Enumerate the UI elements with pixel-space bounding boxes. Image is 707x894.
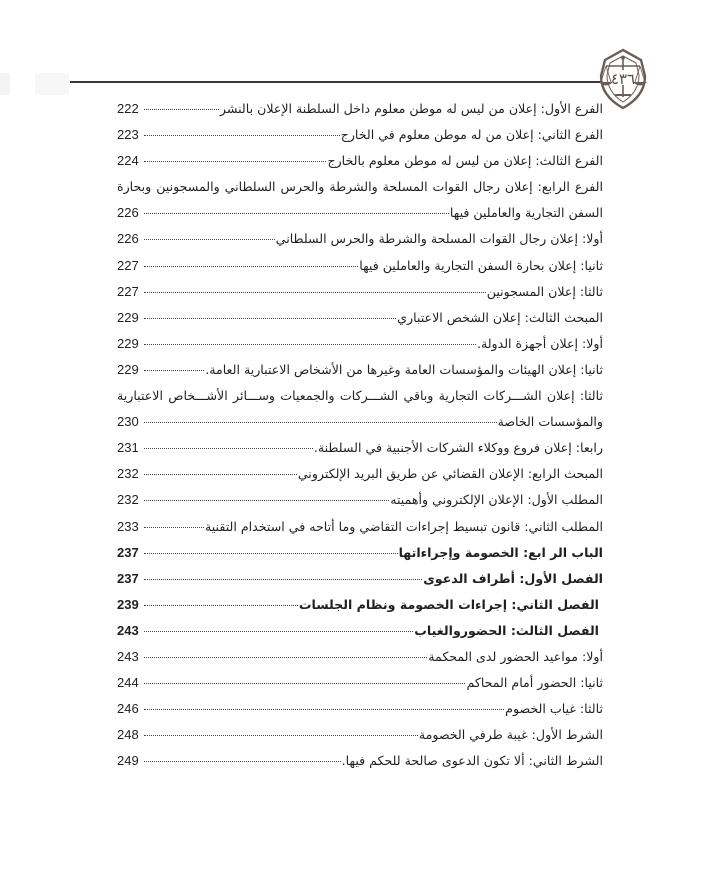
dot-leader	[144, 500, 389, 501]
dot-leader	[144, 109, 219, 110]
toc-entry-page: 249	[117, 753, 139, 769]
toc-entry-chapter[interactable]	[117, 566, 603, 592]
toc-entry-page: 222	[117, 101, 139, 116]
toc-entry-page: 246	[117, 701, 139, 717]
toc-entry[interactable]	[117, 644, 603, 670]
toc-entry[interactable]	[117, 148, 603, 174]
dot-leader	[144, 709, 504, 710]
dot-leader	[144, 735, 418, 736]
toc-entry[interactable]	[117, 435, 603, 461]
page-number: ٤٣٦	[610, 70, 636, 88]
toc-entry-title: الفصل الثالث: الحضوروالغياب	[414, 622, 599, 638]
toc-entry-page: 229	[117, 361, 139, 377]
toc-entry-title: المطلب الأول: الإعلان الإلكتروني وأهميته	[390, 492, 603, 508]
toc-entry-title: والمؤسسات الخاصة	[497, 414, 603, 430]
dot-leader	[144, 683, 465, 684]
toc-entry[interactable]	[117, 461, 603, 487]
dot-leader	[144, 474, 297, 475]
toc-entry[interactable]	[117, 96, 603, 122]
toc-entry-page: 244	[117, 675, 139, 691]
toc-entry[interactable]	[117, 331, 603, 357]
toc-entry[interactable]	[117, 357, 603, 383]
toc-entry-title: الفرع الثالث: إعلان من ليس له موطن معلوم بالخارج	[327, 153, 603, 169]
toc-entry[interactable]	[117, 722, 603, 748]
toc-entry-page: 227	[117, 257, 139, 273]
toc-entry-page: 229	[117, 309, 139, 325]
toc-entry-title: ثانيا: الحضور أمام المحاكم	[466, 675, 603, 691]
toc-entry[interactable]	[117, 305, 603, 331]
toc-entry-chapter[interactable]	[117, 618, 603, 644]
dot-leader	[144, 553, 398, 554]
toc-entry[interactable]	[117, 226, 603, 252]
toc-entry[interactable]	[117, 670, 603, 696]
toc-entry-page: 232	[117, 492, 139, 508]
header-rule	[70, 81, 610, 83]
toc-entry-title: الفرع الأول: إعلان من ليس له موطن معلوم داخل السلطنة الإعلان بالنشر	[219, 101, 603, 116]
dot-leader	[144, 527, 204, 528]
toc-entry[interactable]	[117, 748, 603, 774]
toc-entry-title: المبحث الرابع: الإعلان القضائي عن طريق البريد الإلكتروني	[297, 466, 603, 482]
toc-entry-title: المطلب الثاني: قانون تبسيط إجراءات التقاضي وما أتاحه في استخدام التقنية	[205, 518, 603, 534]
toc-entry-page: 232	[117, 466, 139, 482]
toc-entry-title: المبحث الثالث: إعلان الشخص الاعتباري	[397, 309, 603, 325]
toc-entry-title: ثانيا: إعلان الهيئات والمؤسسات العامة وغيرها من الأشخاص الاعتبارية العامة.	[205, 361, 603, 377]
toc-entry-title: ثالثا: إعلان المسجونين	[486, 283, 603, 299]
dot-leader	[144, 370, 204, 371]
toc-entry-title-line1[interactable]: الفرع الرابع: إعلان رجال القوات المسلحة والشرطة والحرس السلطاني والمسجونين وبحارة	[117, 179, 603, 195]
toc-entry-title: الفصل الثاني: إجراءات الخصومة ونظام الجلسات	[298, 596, 599, 612]
toc-entry-page: 237	[117, 570, 139, 586]
toc-entry-title: أولا: مواعيد الحضور لدى المحكمة	[428, 648, 603, 664]
dot-leader	[144, 135, 340, 136]
toc-entry-part[interactable]	[117, 540, 603, 566]
toc-entry[interactable]	[117, 487, 603, 513]
dot-leader	[144, 266, 358, 267]
toc-entry[interactable]	[117, 696, 603, 722]
toc-entry-page: 231	[117, 440, 139, 456]
toc-entry-page: 224	[117, 153, 139, 169]
toc-entry[interactable]	[117, 122, 603, 148]
dot-leader	[144, 761, 341, 762]
toc-entry-title: السفن التجارية والعاملين فيها	[449, 205, 603, 221]
dot-leader	[144, 422, 497, 423]
dot-leader	[144, 631, 413, 632]
toc-entry[interactable]	[117, 409, 603, 435]
toc-entry-page: 239	[117, 596, 139, 612]
toc-entry-page: 226	[117, 231, 139, 247]
toc-entry[interactable]	[117, 200, 603, 226]
toc-entry[interactable]	[117, 279, 603, 305]
dot-leader	[144, 657, 427, 658]
toc-entry-page: 230	[117, 414, 139, 430]
toc-entry-page: 229	[117, 335, 139, 351]
dot-leader	[144, 344, 476, 345]
dot-leader	[144, 448, 313, 449]
toc-entry-title: ثانيا: إعلان بحارة السفن التجارية والعاملين فيها	[359, 257, 603, 273]
toc-entry-page: 243	[117, 622, 139, 638]
toc-entry-page: 226	[117, 205, 139, 221]
page-edge-shade	[35, 73, 69, 95]
toc-entry-page: 243	[117, 648, 139, 664]
dot-leader	[144, 292, 486, 293]
dot-leader	[144, 239, 275, 240]
toc-entry-title: رابعا: إعلان فروع ووكلاء الشركات الأجنبية في السلطنة.	[313, 440, 603, 456]
dot-leader	[144, 605, 298, 606]
toc-entry-title: أولا: إعلان رجال القوات المسلحة والشرطة والحرس السلطاني	[275, 231, 603, 247]
toc-entry-title: أولا: إعلان أجهزة الدولة.	[476, 335, 603, 351]
toc-entry-title: ثالثا: غياب الخصوم	[505, 701, 603, 717]
toc-entry[interactable]	[117, 514, 603, 540]
toc-entry-page: 223	[117, 127, 139, 143]
dot-leader	[144, 213, 449, 214]
dot-leader	[144, 161, 326, 162]
toc-entry-title: الشرط الثاني: ألا تكون الدعوى صالحة للحكم فيها.	[341, 753, 603, 769]
toc-entry-title: الشرط الأول: غيبة طرفي الخصومة	[418, 727, 603, 743]
toc-entry-title: الفصل الأول: أطراف الدعوى	[423, 570, 603, 586]
toc-entry-title-line1[interactable]: ثالثا: إعلان الشـــركات التجارية وباقي الشـــركات والجمعيات وســـائر الأشـــخاص الاعتبارية	[117, 388, 603, 404]
toc-entry-page: 233	[117, 518, 139, 534]
toc-entry-page: 248	[117, 727, 139, 743]
dot-leader	[144, 318, 396, 319]
toc-entry-page: 237	[117, 544, 139, 560]
toc-entry-page: 227	[117, 283, 139, 299]
toc-entry-title: الفرع الثاني: إعلان من له موطن معلوم في الخارج	[340, 127, 603, 143]
toc-entry-title: الباب الر ابع: الخصومة وإجراءاتها	[398, 544, 603, 560]
page-edge-shade	[0, 73, 10, 95]
table-of-contents	[117, 96, 603, 774]
dot-leader	[144, 579, 422, 580]
toc-entry-chapter[interactable]	[117, 592, 603, 618]
toc-entry[interactable]	[117, 253, 603, 279]
